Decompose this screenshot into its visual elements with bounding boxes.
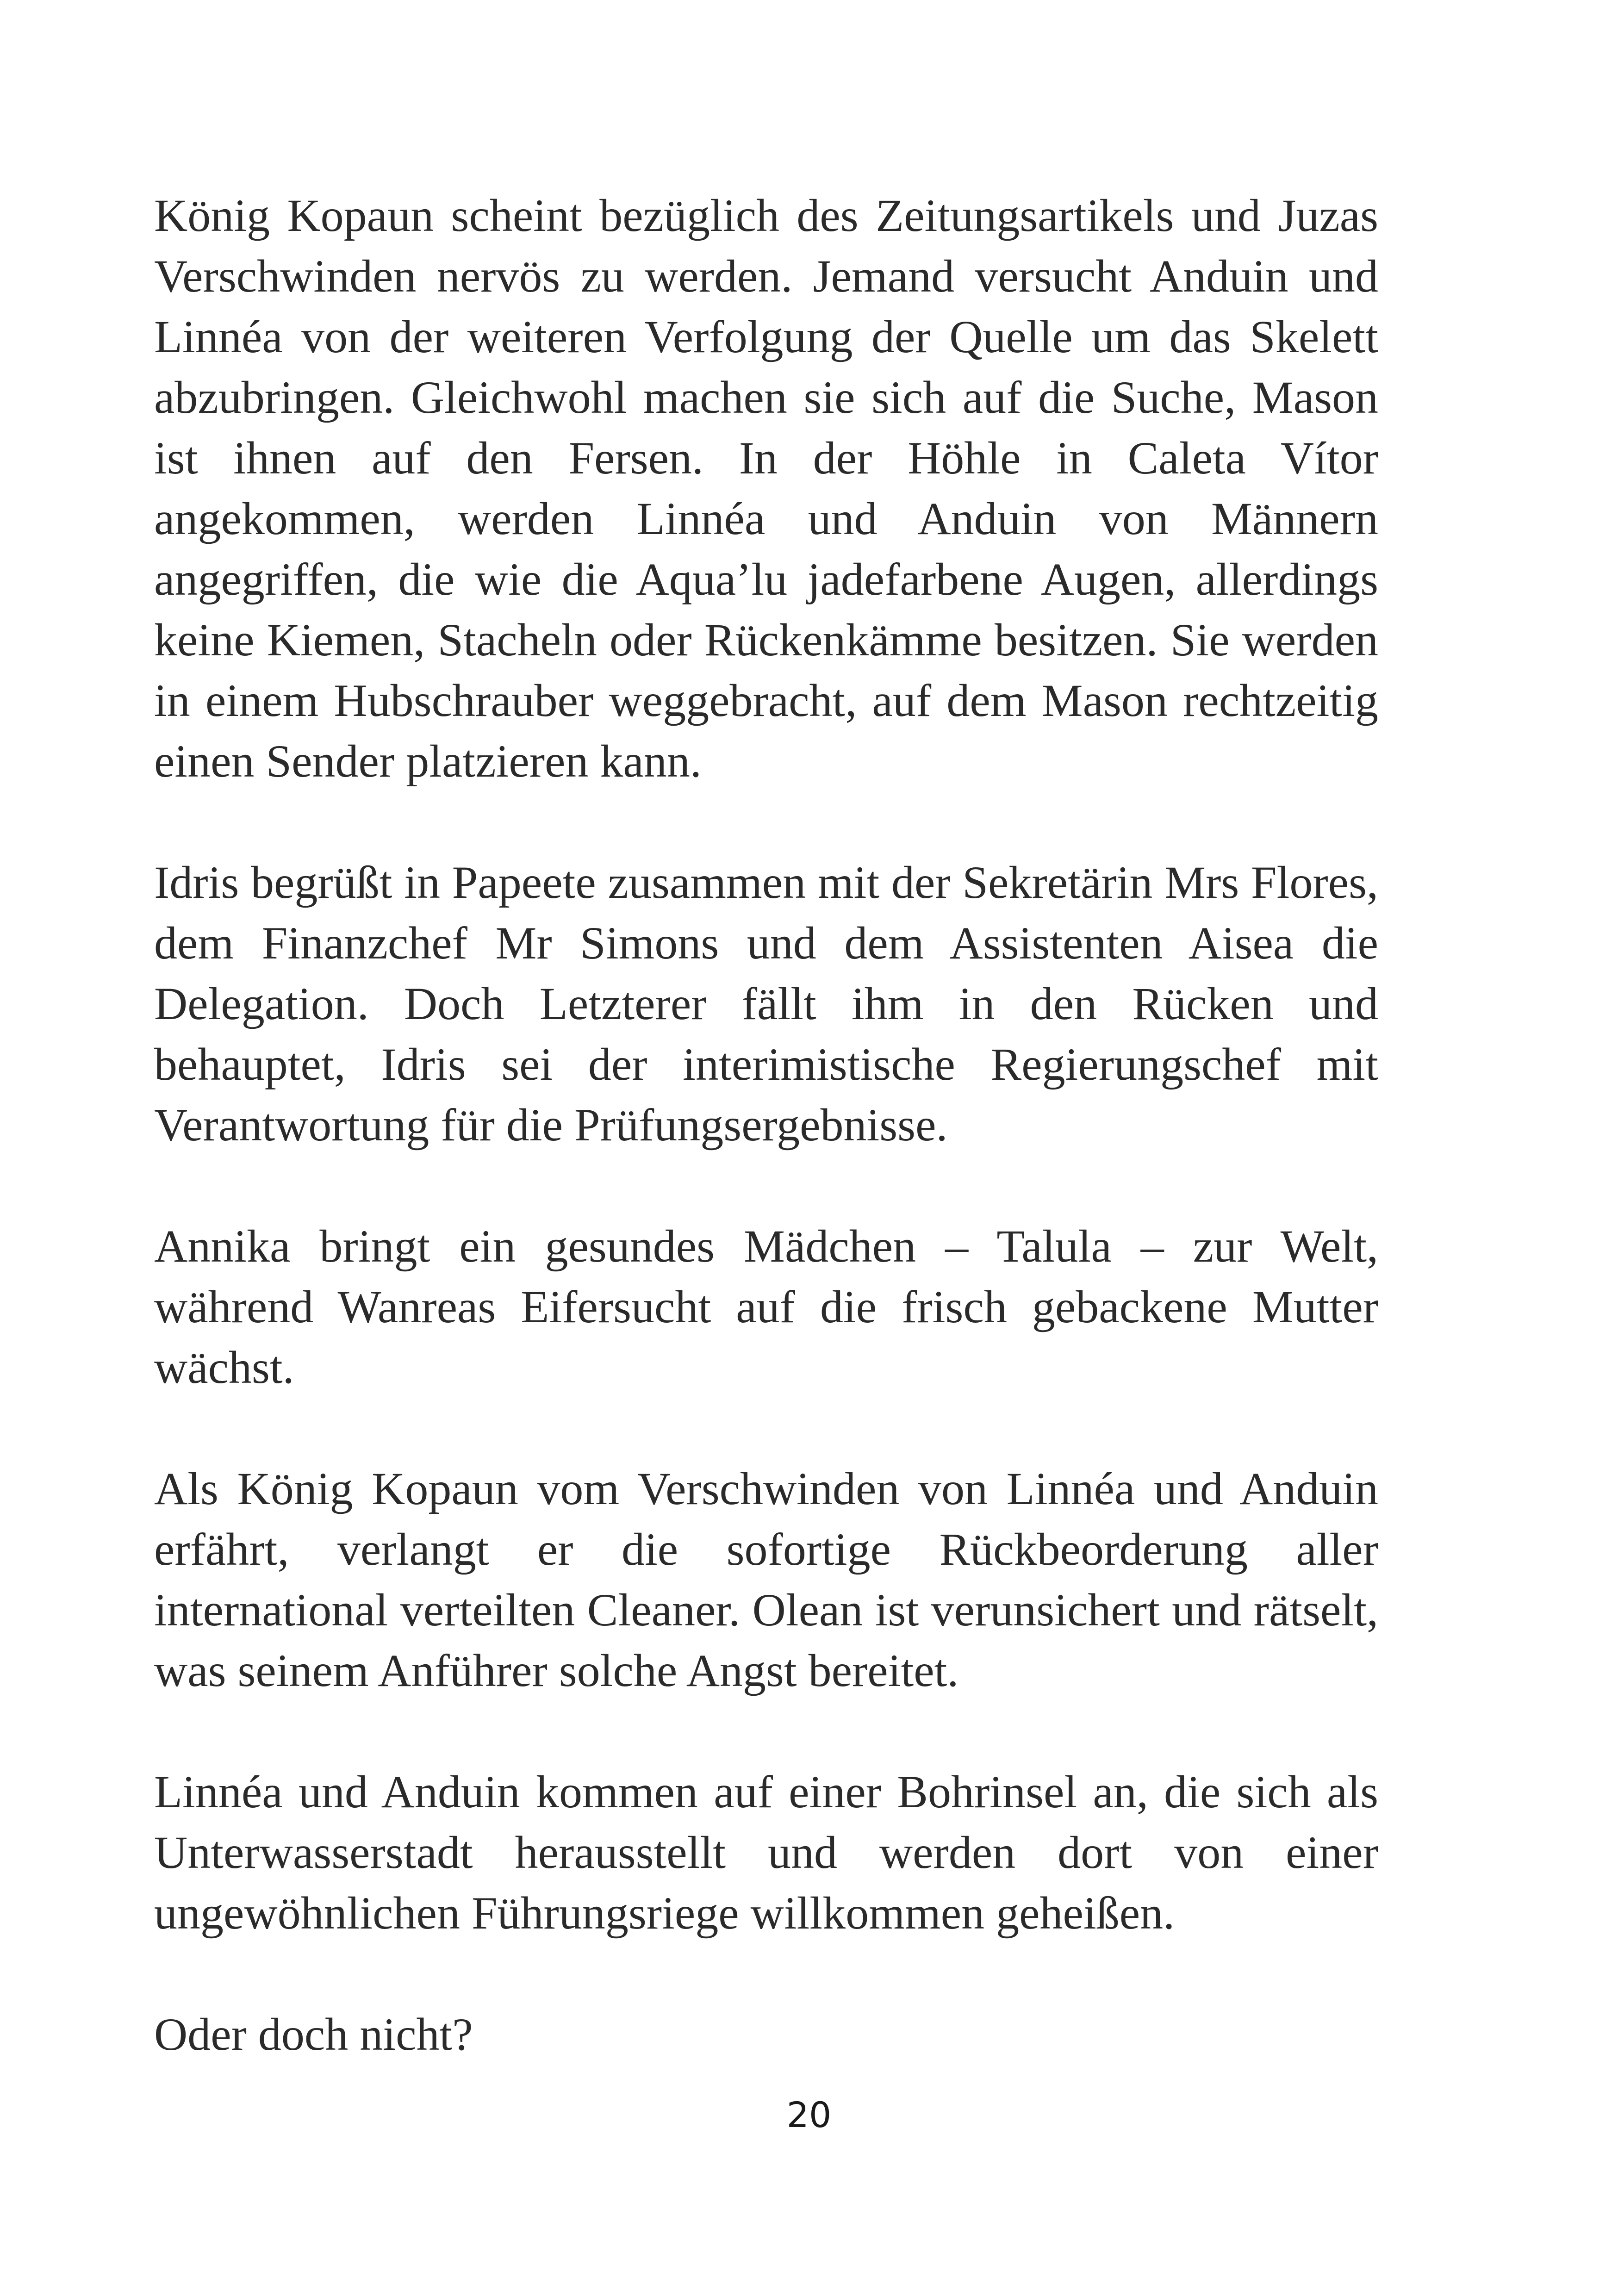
paragraph-4: Als König Kopaun vom Verschwinden von Linnéa und Anduin erfährt, verlangt er die sofortige Rückbeorderung aller international verteilten Cleaner. Olean ist verunsichert und rätselt, was seinem Anführer solche Angst bereitet.: [154, 1463, 1378, 1696]
paragraph-6: Oder doch nicht?: [154, 2009, 473, 2060]
paragraph-1: König Kopaun scheint bezüglich des Zeitungsartikels und Juzas Verschwinden nervös zu werden. Jemand versucht Anduin und Linnéa von der weiteren Verfolgung der Quelle um das Skelett abzubringen. Gleichwohl machen sie sich auf die Suche, Mason ist ihnen auf den Fersen. In der Höhle in Caleta Vítor angekommen, werden Linnéa und Anduin von Männern angegriffen, die wie die Aqua’lu jadefarbene Augen, allerdings keine Kiemen, Stacheln oder Rückenkämme besitzen. Sie werden in einem Hubschrauber weggebracht, auf dem Mason rechtzeitig einen Sender platzieren kann.: [154, 190, 1378, 787]
paragraph-3: Annika bringt ein gesundes Mädchen – Talula – zur Welt, während Wanreas Eifersucht auf die frisch gebackene Mutter wächst.: [154, 1220, 1378, 1393]
paragraph-2: Idris begrüßt in Papeete zusammen mit der Sekretärin Mrs Flores, dem Finanzchef Mr Simons und dem Assistenten Aisea die Delegation. Doch Letzterer fällt ihm in den Rücken und behauptet, Idris sei der interimistische Regierungschef mit Verantwortung für die Prüfungsergebnisse.: [154, 857, 1378, 1151]
body-text: [154, 185, 1378, 2125]
paragraph-5: Linnéa und Anduin kommen auf einer Bohrinsel an, die sich als Unterwasserstadt herausstellt und werden dort von einer ungewöhnlichen Führungsriege willkommen geheißen.: [154, 1766, 1378, 1939]
page-number: 20: [786, 2094, 832, 2135]
